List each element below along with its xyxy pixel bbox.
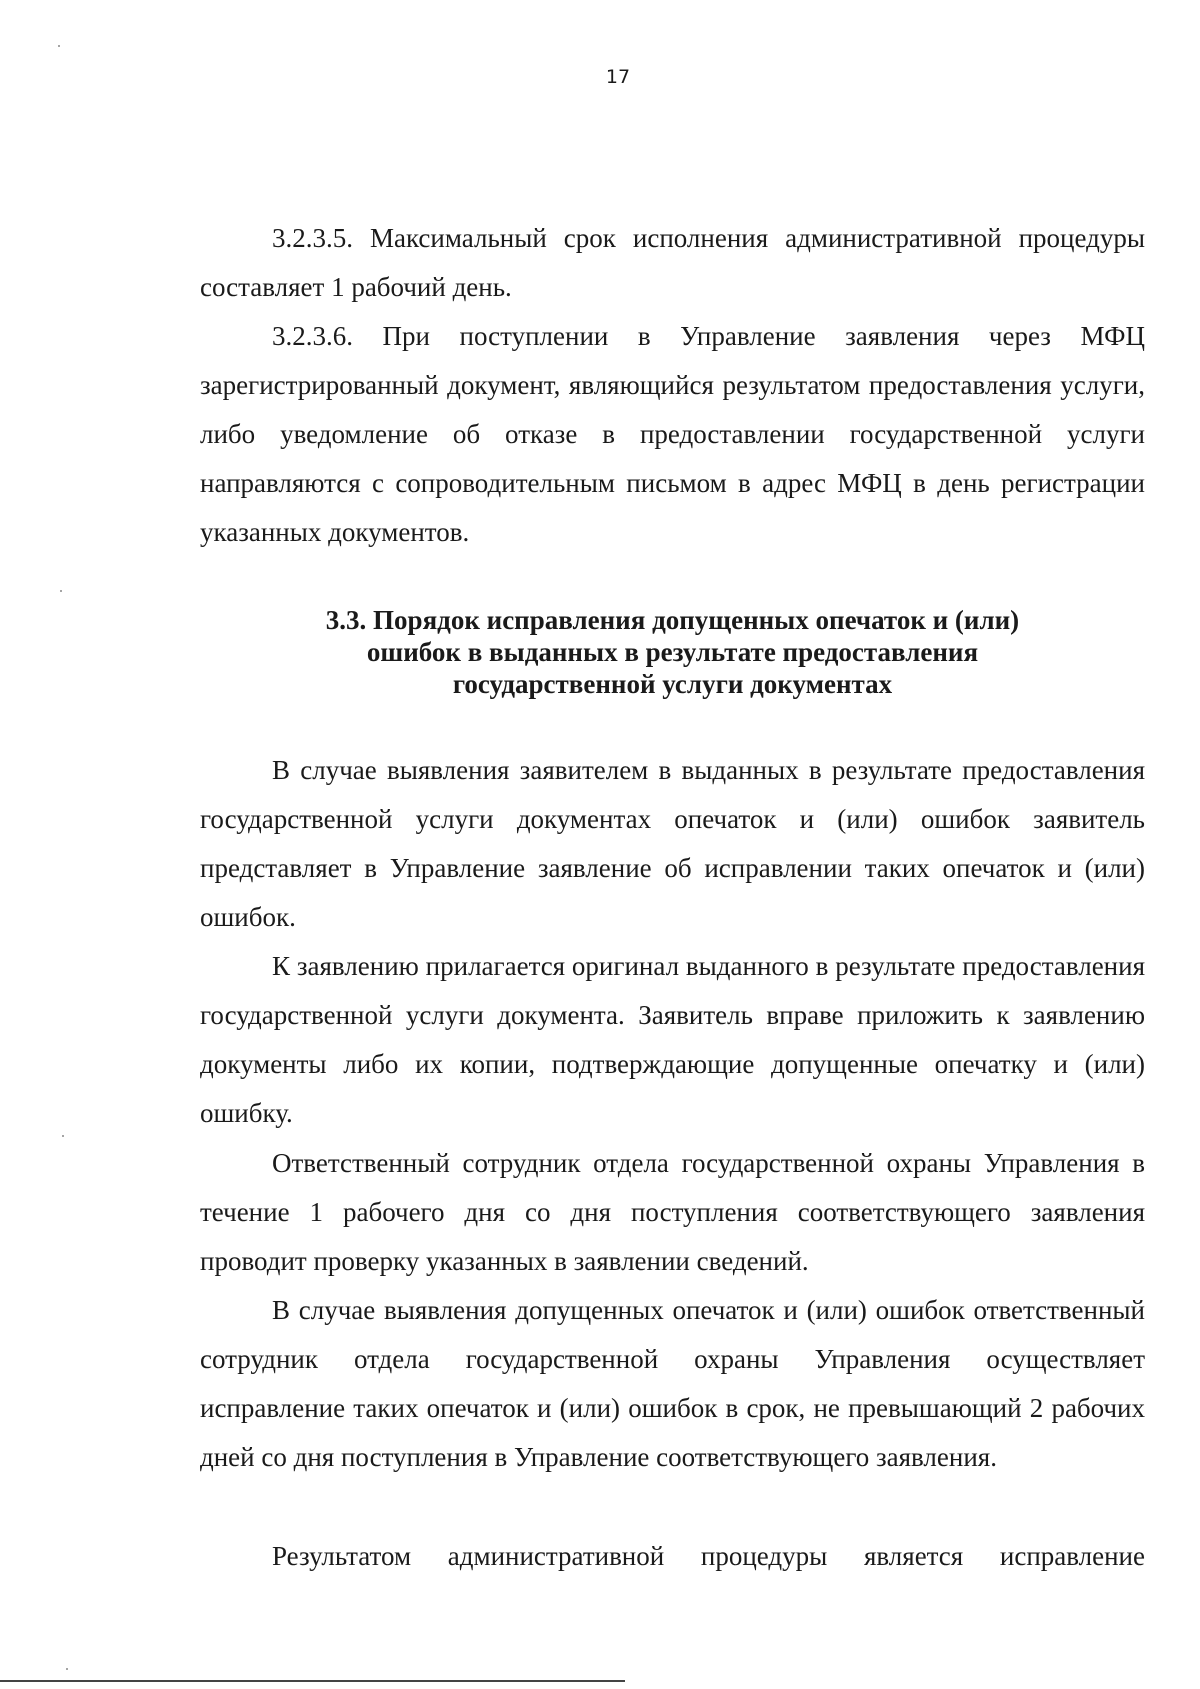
scan-speck xyxy=(62,1135,64,1137)
page-number: 17 xyxy=(605,66,631,88)
paragraph-case-of-errors: В случае выявления заявителем в выданных в результате предоставления государственной услуги документах опечаток и (или) ошибок заявитель представляет в Управление заявление об исправлении таких опечаток и (или) ошибок. xyxy=(200,755,1145,932)
section-heading-3-3 xyxy=(200,604,1145,700)
scan-edge-line xyxy=(0,1680,625,1682)
section-heading-line-3: государственной услуги документах xyxy=(452,669,893,699)
section-heading-line-1: 3.3. Порядок исправления допущенных опечаток и (или) xyxy=(325,605,1020,635)
paragraph-correction-deadline: В случае выявления допущенных опечаток и (или) ошибок ответственный сотрудник отдела государственной охраны Управления осуществляет исправление таких опечаток и (или) ошибок в срок, не превышающий 2 рабочих дней со дня поступления в Управление соответствующего заявления. xyxy=(200,1295,1145,1472)
scan-speck xyxy=(66,1668,68,1670)
scan-speck xyxy=(60,590,62,592)
paragraph-result: Результатом административной процедуры является исправление xyxy=(272,1541,1145,1571)
section-heading-line-2: ошибок в выданных в результате предоставления xyxy=(366,637,979,667)
paragraph-responsible-check: Ответственный сотрудник отдела государственной охраны Управления в течение 1 рабочего дня со дня поступления соответствующего заявления проводит проверку указанных в заявлении сведений. xyxy=(200,1148,1145,1276)
paragraph-3-2-3-5: 3.2.3.5. Максимальный срок исполнения административной процедуры составляет 1 рабочий день. xyxy=(200,223,1145,302)
scan-speck xyxy=(58,45,60,47)
paragraph-attachment: К заявлению прилагается оригинал выданного в результате предоставления государственной услуги документа. Заявитель вправе приложить к заявлению документы либо их копии, подтверждающие допущенные опечатку и (или) ошибку. xyxy=(200,951,1145,1128)
paragraph-3-2-3-6: 3.2.3.6. При поступлении в Управление заявления через МФЦ зарегистрированный документ, являющийся результатом предоставления услуги, либо уведомление об отказе в предоставлении государственной услуги направляются с сопроводительным письмом в адрес МФЦ в день регистрации указанных документов. xyxy=(200,321,1145,547)
